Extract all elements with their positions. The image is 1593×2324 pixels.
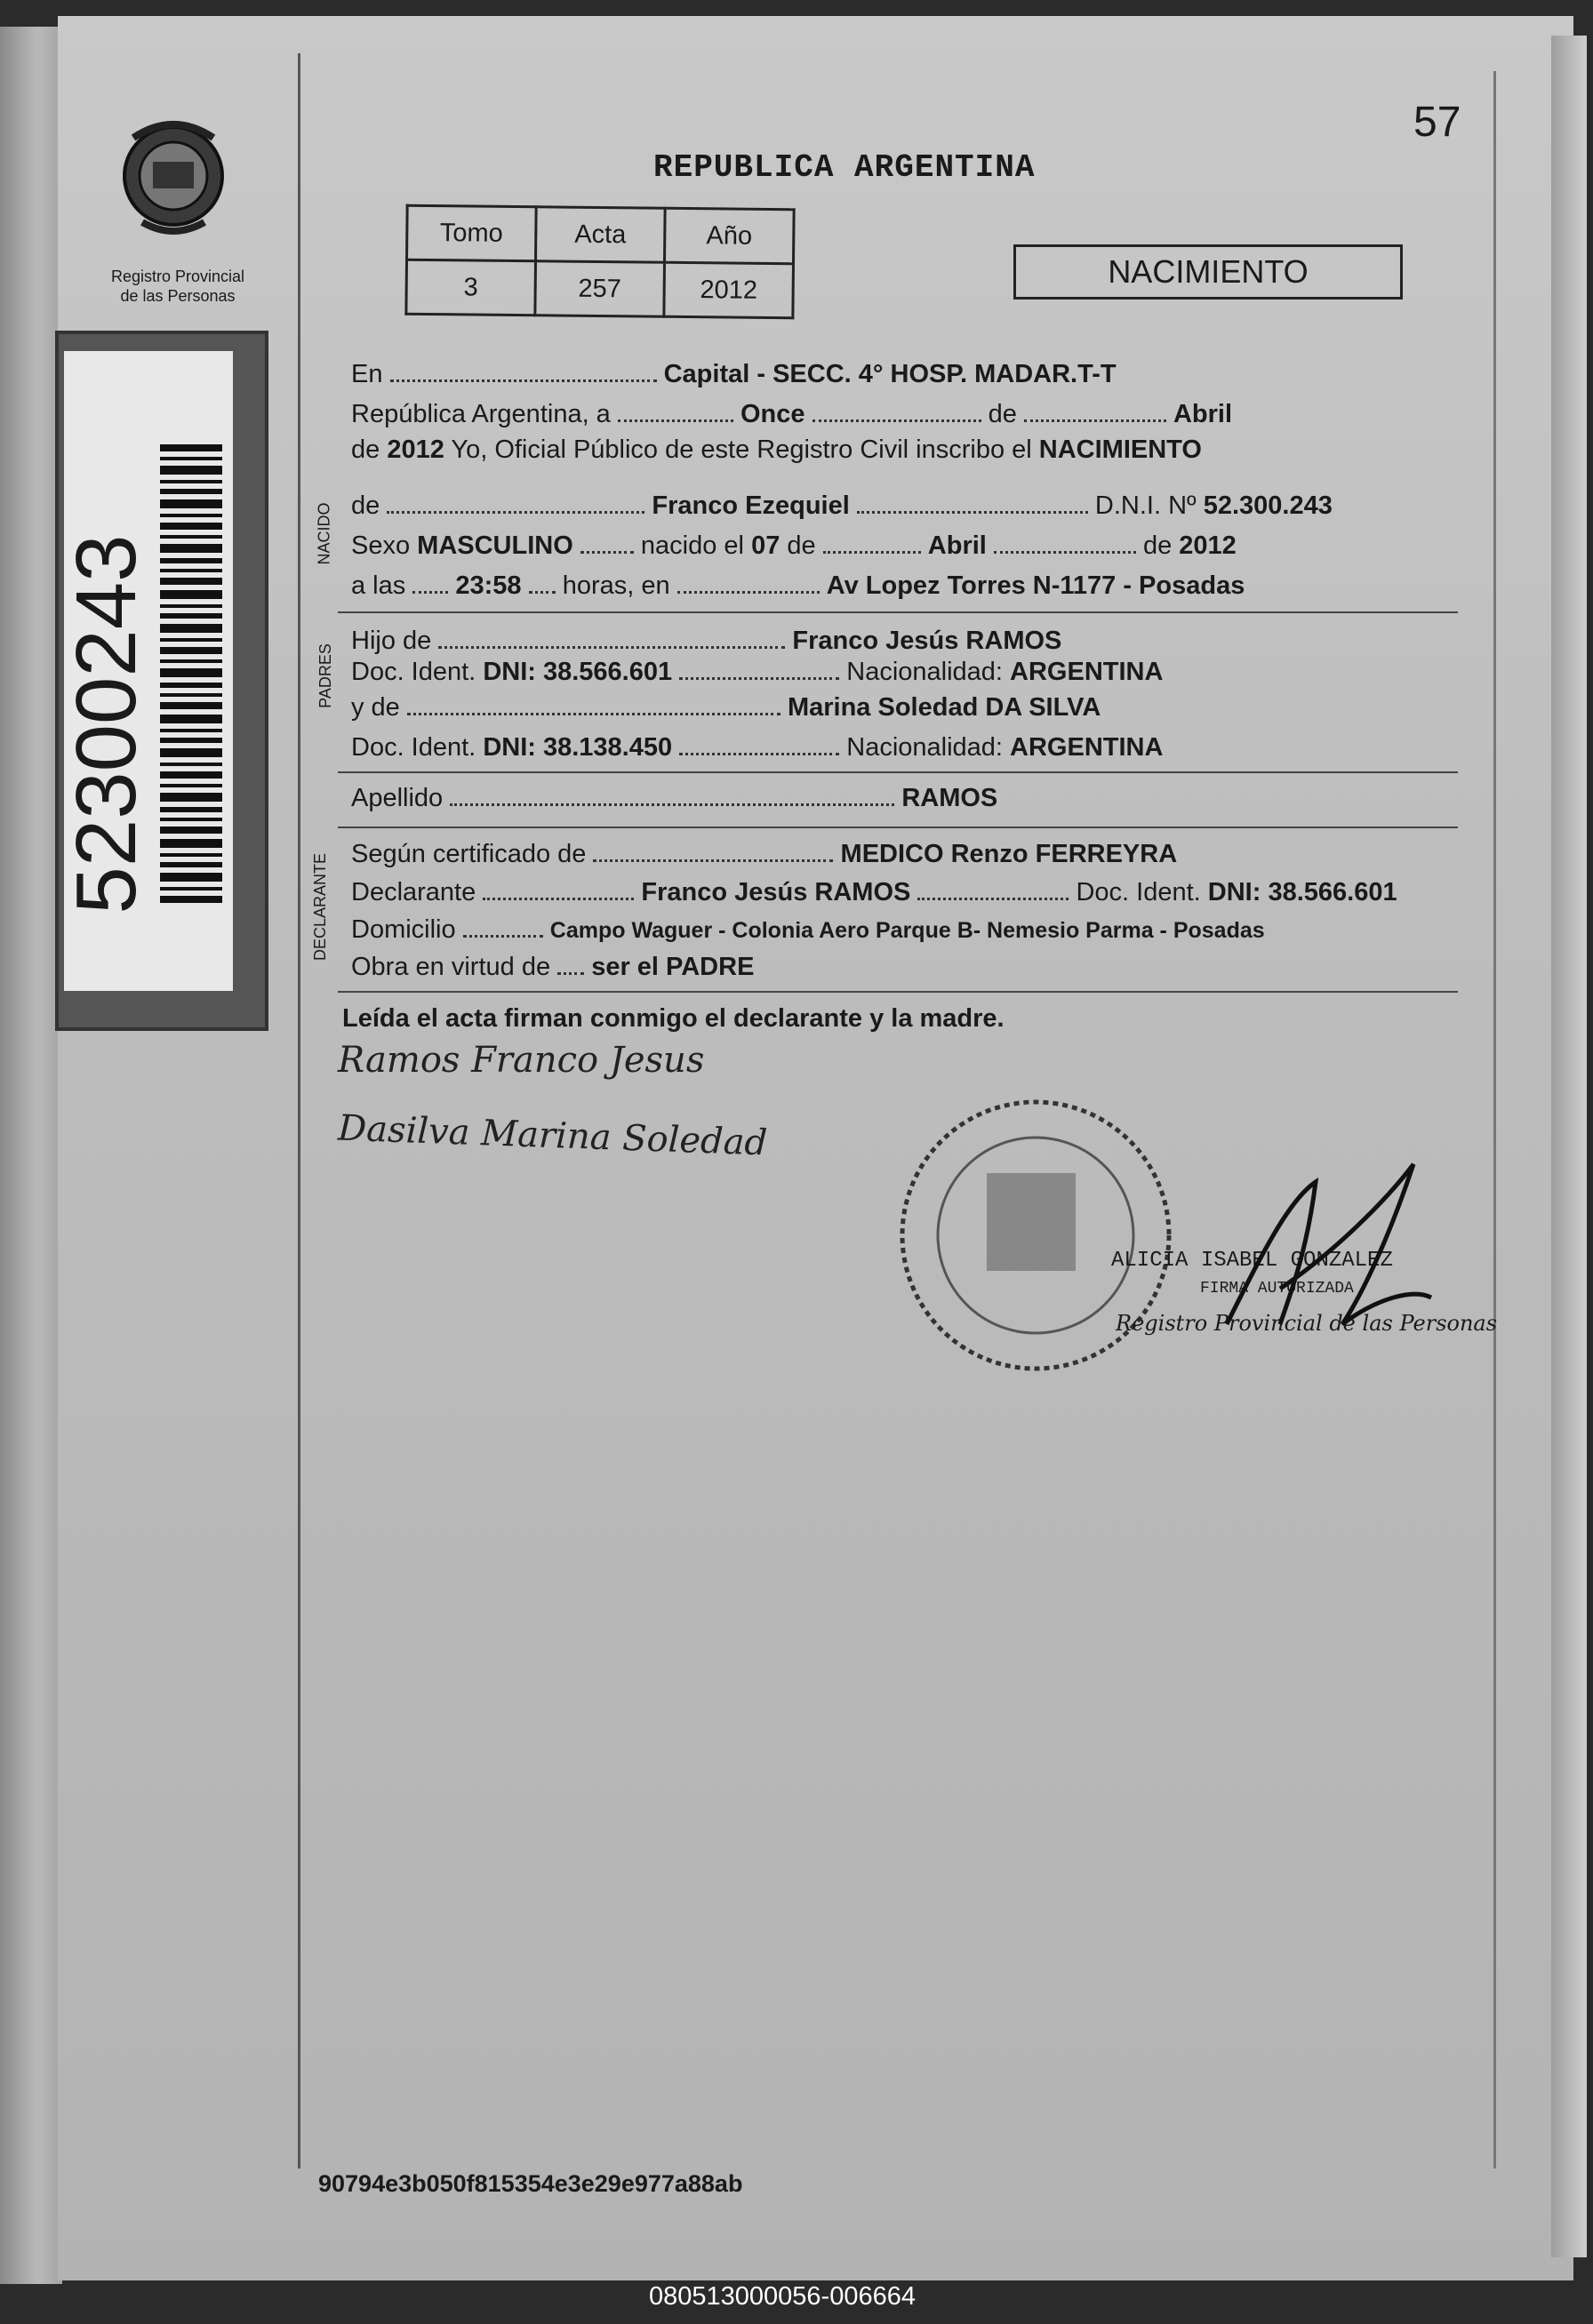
separator-apellido	[338, 827, 1458, 828]
label-sexo: Sexo	[351, 531, 411, 560]
signature-declarante: Ramos Franco Jesus	[338, 1040, 705, 1081]
row-apellido	[351, 784, 1469, 813]
row-madre	[351, 693, 1469, 723]
value-padre-nacionalidad: ARGENTINA	[1010, 658, 1164, 686]
barcode-number: 52300243	[59, 534, 154, 914]
value-lugar: Av Lopez Torres N-1177 - Posadas	[826, 571, 1245, 600]
value-nac-mes: Abril	[927, 531, 987, 560]
value-padre: Franco Jesús RAMOS	[792, 627, 1062, 655]
row-anio	[351, 435, 1469, 465]
value-madre-doc: DNI: 38.138.450	[483, 733, 673, 762]
value-madre-nacionalidad: ARGENTINA	[1010, 733, 1164, 762]
section-label-padres: PADRES	[316, 643, 334, 708]
separator-declarante	[338, 991, 1458, 993]
document-title: REPUBLICA ARGENTINA	[653, 149, 1036, 186]
barcode-bars	[160, 444, 222, 906]
frame-left-line	[298, 53, 300, 2168]
value-acta: 257	[535, 261, 665, 317]
frame-right-line	[1493, 71, 1496, 2168]
label-yo-oficial: Yo, Oficial Público de este Registro Civil inscribo el	[451, 435, 1032, 464]
value-tomo: 3	[406, 260, 536, 315]
label-declarante: Declarante	[351, 878, 476, 906]
record-type-box: NACIMIENTO	[1013, 244, 1403, 299]
office-line1: Registro Provincial	[110, 268, 245, 285]
scan-footer-id: 080513000056-006664	[649, 2282, 916, 2311]
label-madre-nacionalidad: Nacionalidad:	[846, 733, 1003, 762]
value-dia: Once	[740, 400, 805, 428]
registry-office-name	[89, 267, 267, 306]
label-republica: República Argentina, a	[351, 400, 611, 428]
officer-signature	[1209, 1146, 1440, 1351]
office-line2: de las Personas	[120, 287, 236, 305]
row-certificado	[351, 840, 1469, 869]
label-de-nombre: de	[351, 491, 380, 520]
value-declarante: Franco Jesús RAMOS	[641, 878, 911, 906]
row-padre	[351, 627, 1469, 656]
label-domicilio: Domicilio	[351, 915, 456, 944]
label-dni: D.N.I. Nº	[1094, 491, 1197, 520]
label-horas-en: horas, en	[562, 571, 670, 600]
row-nombre	[351, 491, 1469, 521]
label-apellido: Apellido	[351, 784, 444, 812]
value-padre-doc: DNI: 38.566.601	[483, 658, 673, 686]
value-obra: ser el PADRE	[591, 953, 755, 981]
value-anio: 2012	[387, 435, 444, 464]
value-mes: Abril	[1173, 400, 1233, 428]
label-certificado: Según certificado de	[351, 840, 587, 868]
official-seal	[889, 1075, 1173, 1395]
row-padre-doc	[351, 658, 1469, 687]
province-crest-logo	[107, 107, 240, 240]
closing-statement: Leída el acta firman conmigo el declarante y la madre.	[342, 1004, 1005, 1033]
label-obra: Obra en virtud de	[351, 953, 551, 981]
value-apellido: RAMOS	[901, 784, 998, 812]
value-declarante-doc: DNI: 38.566.601	[1207, 878, 1397, 906]
section-label-nacido: NACIDO	[315, 502, 333, 565]
label-hijo-de: Hijo de	[351, 627, 432, 655]
value-certificado: MEDICO Renzo FERREYRA	[840, 840, 1178, 868]
value-acta-tipo: NACIMIENTO	[1038, 435, 1202, 464]
label-en: En	[351, 360, 383, 388]
label-de-nac-mes: de	[787, 531, 816, 560]
separator-padres	[338, 771, 1458, 773]
row-obra	[351, 953, 1469, 982]
row-domicilio	[351, 915, 1469, 945]
header-anio: Año	[664, 208, 794, 264]
separator-nacido	[338, 611, 1458, 613]
value-madre: Marina Soledad DA SILVA	[787, 693, 1101, 722]
label-nacido-el: nacido el	[640, 531, 744, 560]
page-stack-edge	[1551, 36, 1587, 2257]
label-de-anio: de	[351, 435, 380, 464]
value-dni: 52.300.243	[1203, 491, 1333, 520]
value-en: Capital - SECC. 4° HOSP. MADAR.T-T	[663, 360, 1117, 388]
row-en	[351, 360, 1469, 389]
value-anio: 2012	[664, 262, 794, 318]
document-hash: 90794e3b050f815354e3e29e977a88ab	[318, 2170, 743, 2197]
value-nac-dia: 07	[751, 531, 780, 560]
value-nombre: Franco Ezequiel	[652, 491, 850, 520]
label-madre-doc: Doc. Ident.	[351, 733, 476, 762]
label-a-las: a las	[351, 571, 406, 600]
officer-stamp-office: Registro Provincial de las Personas	[1116, 1311, 1498, 1336]
label-padre-nacionalidad: Nacionalidad:	[846, 658, 1003, 686]
header-tomo: Tomo	[407, 205, 537, 261]
value-sexo: MASCULINO	[417, 531, 573, 560]
label-de-nac-anio: de	[1142, 531, 1173, 560]
officer-stamp-title: FIRMA AUTORIZADA	[1200, 1280, 1354, 1298]
value-nac-anio: 2012	[1179, 531, 1237, 560]
row-madre-doc	[351, 733, 1469, 763]
header-acta: Acta	[536, 207, 666, 263]
adjacent-page-edge	[0, 27, 62, 2284]
row-republica	[351, 400, 1469, 429]
row-hora	[351, 571, 1469, 601]
label-declarante-doc: Doc. Ident.	[1076, 878, 1201, 906]
page-number: 57	[1413, 99, 1461, 146]
signature-madre: Dasilva Marina Soledad	[337, 1107, 768, 1164]
row-sexo	[351, 531, 1469, 561]
value-hora: 23:58	[455, 571, 522, 600]
value-domicilio: Campo Waguer - Colonia Aero Parque B- Nemesio Parma - Posadas	[549, 918, 1265, 943]
label-de-mes: de	[988, 400, 1017, 428]
officer-stamp-name: ALICIA ISABEL GONZALEZ	[1111, 1249, 1393, 1273]
row-declarante	[351, 878, 1469, 907]
label-padre-doc: Doc. Ident.	[351, 658, 476, 686]
section-label-declarante: DECLARANTE	[311, 852, 330, 962]
label-y-de: y de	[351, 693, 400, 722]
registry-table	[404, 204, 795, 320]
